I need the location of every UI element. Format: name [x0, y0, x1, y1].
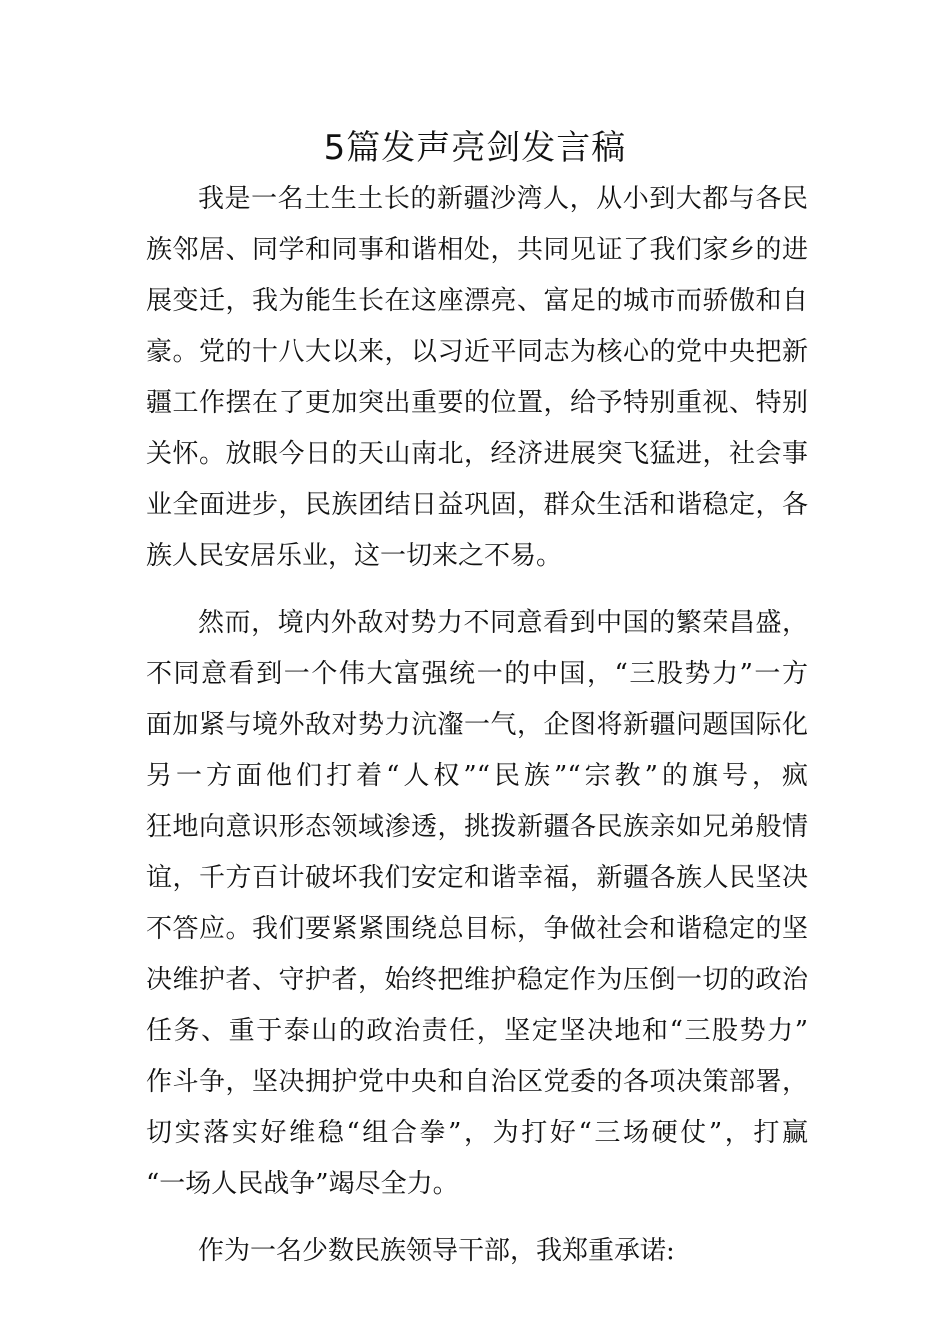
text-line: 关怀。放眼今日的天山南北，经济进展突飞猛进，社会事: [146, 439, 808, 469]
paragraph-spacing: [146, 582, 808, 598]
text-line: 不答应。我们要紧紧围绕总目标，争做社会和谐稳定的坚: [146, 914, 808, 944]
text-line: “一场人民战争”竭尽全力。: [146, 1169, 459, 1199]
text-line: 不同意看到一个伟大富强统一的中国，“三股势力”一方: [146, 659, 808, 689]
text-line: 另一方面他们打着“人权”“民族”“宗教”的旗号，疯: [146, 761, 808, 791]
text-line: 豪。党的十八大以来，以习近平同志为核心的党中央把新: [146, 337, 808, 367]
text-line: 然而，境内外敌对势力不同意看到中国的繁荣昌盛，: [198, 608, 808, 638]
document-body: [146, 174, 808, 1277]
text-line: 我是一名土生土长的新疆沙湾人，从小到大都与各民: [198, 184, 808, 214]
text-line: 任务、重于泰山的政治责任，坚定坚决地和“三股势力”: [146, 1016, 808, 1046]
paragraph-spacing: [146, 1210, 808, 1226]
text-line: 切实落实好维稳“组合拳”，为打好“三场硬仗”，打赢: [146, 1118, 808, 1148]
text-line: 决维护者、守护者，始终把维护稳定作为压倒一切的政治: [146, 965, 808, 995]
text-line: 面加紧与境外敌对势力沆瀣一气，企图将新疆问题国际化: [146, 710, 808, 740]
paragraph: [146, 1226, 808, 1277]
paragraph: [146, 598, 808, 1210]
text-line: 业全面进步，民族团结日益巩固，群众生活和谐稳定，各: [146, 490, 808, 520]
text-line: 疆工作摆在了更加突出重要的位置，给予特别重视、特别: [146, 388, 808, 418]
text-line: 狂地向意识形态领域渗透，挑拨新疆各民族亲如兄弟般情: [146, 812, 808, 842]
paragraph: [146, 174, 808, 582]
document-title: 5篇发声亮剑发言稿: [323, 128, 627, 168]
text-line: 谊，千方百计破坏我们安定和谐幸福，新疆各族人民坚决: [146, 863, 808, 893]
text-line: 展变迁，我为能生长在这座漂亮、富足的城市而骄傲和自: [146, 286, 808, 316]
text-line: 作为一名少数民族领导干部，我郑重承诺:: [198, 1236, 675, 1266]
text-line: 族邻居、同学和同事和谐相处，共同见证了我们家乡的进: [146, 235, 808, 265]
text-line: 族人民安居乐业，这一切来之不易。: [146, 541, 563, 571]
text-line: 作斗争，坚决拥护党中央和自治区党委的各项决策部署，: [146, 1067, 808, 1097]
